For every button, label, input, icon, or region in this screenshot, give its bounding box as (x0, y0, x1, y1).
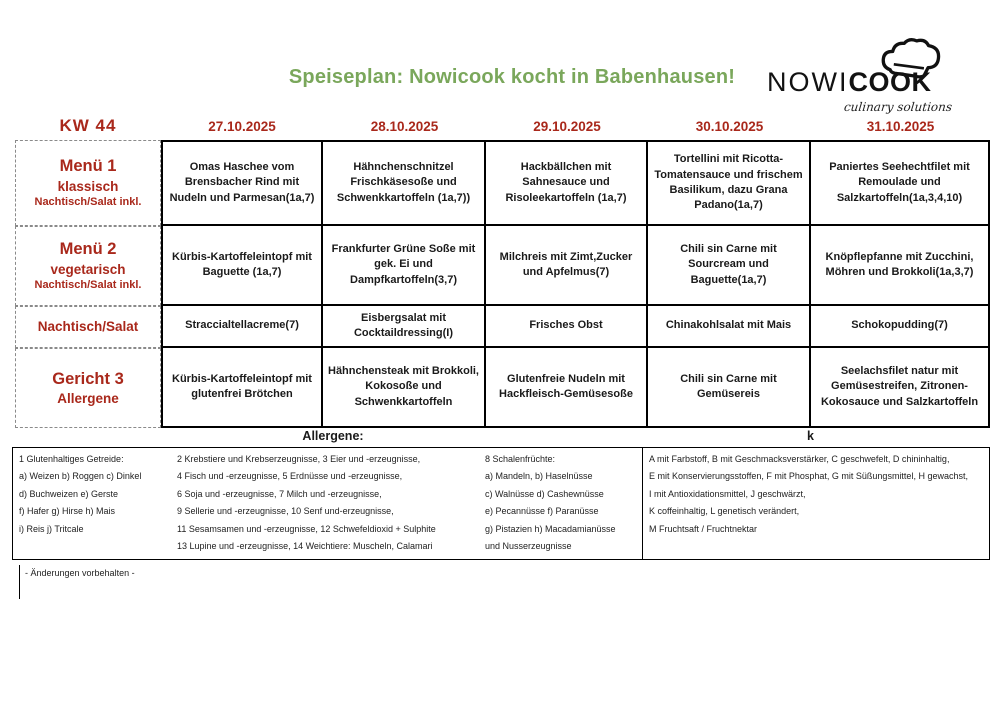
legend-line: a) Mandeln, b) Haselnüsse (485, 471, 593, 482)
menu2-tuesday: Frankfurter Grüne Soße mit gek. Ei und Dampfkartoffeln(3,7) (323, 226, 486, 306)
menu1-monday: Omas Haschee vom Brensbacher Rind mit Nudeln und Parmesan(1a,7) (161, 140, 323, 226)
legend-line: 2 Krebstiere und Krebserzeugnisse, 3 Eier und -erzeugnisse, (177, 454, 421, 464)
legend-line: a) Weizen b) Roggen c) Dinkel (19, 471, 142, 482)
legend-line: e) Pecannüsse f) Paranüsse (485, 506, 599, 517)
allergen-legend-col-nuts (479, 448, 642, 559)
footnote (19, 565, 990, 599)
k-mark: k (807, 429, 814, 443)
legend-line: 6 Soja und -erzeugnisse, 7 Milch und -erzeugnisse, (177, 488, 382, 499)
date-monday: 27.10.2025 (208, 118, 276, 134)
menu1-wednesday: Hackbällchen mit Sahnesauce und Risoleekartoffeln (1a,7) (486, 140, 648, 226)
row-label-line: Gericht 3 (52, 370, 124, 389)
row-label-line: Menü 2 (59, 240, 117, 259)
legend-line: 9 Sellerie und -erzeugnisse, 10 Senf und-erzeugnisse, (177, 506, 394, 517)
legend-line: E mit Konservierungsstoffen, F mit Phosphat, G mit Süßungsmittel, H gewachst, (649, 471, 968, 482)
legend-line: 4 Fisch und -erzeugnisse, 5 Erdnüsse und -erzeugnisse, (177, 471, 403, 482)
gericht3-wednesday: Glutenfreie Nudeln mit Hackfleisch-Gemüsesoße (486, 348, 648, 428)
gericht3-tuesday: Hähnchensteak mit Brokkoli, Kokosoße und Schwenkkartoffeln (323, 348, 486, 428)
menu2-wednesday: Milchreis mit Zimt,Zucker und Apfelmus(7) (486, 226, 648, 306)
date-thursday: 30.10.2025 (695, 118, 764, 134)
logo-text-light: NOWI (767, 67, 849, 97)
dessert-friday: Schokopudding(7) (811, 306, 990, 348)
allergen-legend-box (12, 447, 990, 560)
dessert-wednesday: Frisches Obst (486, 306, 648, 348)
legend-line: g) Pistazien h) Macadamianüsse (485, 523, 616, 534)
legend-line: 11 Sesamsamen und -erzeugnisse, 12 Schwefeldioxid + Sulphite (177, 523, 436, 534)
legend-line: i) Reis j) Tritcale (19, 523, 84, 534)
date-header-row (15, 112, 990, 140)
row-label-dessert (15, 306, 161, 348)
legend-line: A mit Farbstoff, B mit Geschmacksverstärker, C geschwefelt, D chininhaltig, (649, 454, 950, 464)
gericht3-friday: Seelachsfilet natur mit Gemüsestreifen, Zitronen-Kokosauce und Salzkartoffeln (811, 348, 990, 428)
dessert-monday: Straccialtellacreme(7) (161, 306, 323, 348)
row-label-line: Allergene (57, 391, 119, 407)
date-friday: 31.10.2025 (866, 118, 935, 134)
page-title: Speiseplan: Nowicook kocht in Babenhausen! (288, 66, 736, 88)
legend-line: 1 Glutenhaltiges Getreide: (19, 454, 124, 464)
legend-line: 13 Lupine und -erzeugnisse, 14 Weichtiere: Muscheln, Calamari (177, 541, 433, 552)
allergen-legend-col-numbers (171, 448, 479, 559)
row-label-line: Nachtisch/Salat (37, 319, 139, 335)
logo-tagline: culinary solutions (843, 100, 953, 114)
row-label-gericht3 (15, 348, 161, 428)
gericht3-monday: Kürbis-Kartoffeleintopf mit glutenfrei Brötchen (161, 348, 323, 428)
date-tuesday: 28.10.2025 (370, 118, 439, 134)
row-label-menu1 (15, 140, 161, 226)
row-label-line: klassisch (57, 178, 119, 194)
menu1-thursday: Tortellini mit Ricotta-Tomatensauce und frischem Basilikum, dazu Grana Padano(1a,7) (648, 140, 811, 226)
logo-wordmark (767, 67, 932, 98)
menu-table (15, 140, 990, 428)
row-label-line: vegetarisch (50, 261, 126, 277)
dessert-tuesday: Eisbergsalat mit Cocktaildressing(I) (323, 306, 486, 348)
row-label-line: Menü 1 (59, 157, 117, 176)
week-label: KW 44 (59, 116, 117, 135)
dessert-thursday: Chinakohlsalat mit Mais (648, 306, 811, 348)
legend-line: M Fruchtsaft / Fruchtnektar (649, 523, 758, 534)
date-wednesday: 29.10.2025 (533, 118, 601, 134)
legend-line: d) Buchweizen e) Gerste (19, 488, 119, 499)
allergen-heading: Allergene: (302, 429, 364, 443)
menu1-tuesday: Hähnchenschnitzel Frischkäsesoße und Schwenkkartoffeln (1a,7)) (323, 140, 486, 226)
legend-line: f) Hafer g) Hirse h) Mais (19, 506, 116, 517)
gericht3-thursday: Chili sin Carne mit Gemüsereis (648, 348, 811, 428)
legend-line: 8 Schalenfrüchte: (485, 454, 556, 464)
logo-text-bold: COOK (848, 67, 932, 97)
page-header (12, 0, 990, 112)
allergen-heading-row (15, 428, 990, 447)
nowicook-logo (767, 56, 952, 114)
legend-line: c) Walnüsse d) Cashewnüsse (485, 488, 604, 499)
footnote-text: - Änderungen vorbehalten - (25, 568, 135, 579)
row-label-menu2 (15, 226, 161, 306)
row-label-line: Nachtisch/Salat inkl. (34, 196, 142, 209)
allergen-legend-col-grain (13, 448, 171, 559)
menu2-thursday: Chili sin Carne mit Sourcream und Baguette(1a,7) (648, 226, 811, 306)
legend-line: K coffeinhaltig, L genetisch verändert, (649, 506, 800, 517)
menu2-monday: Kürbis-Kartoffeleintopf mit Baguette (1a,7) (161, 226, 323, 306)
legend-line: und Nusserzeugnisse (485, 541, 572, 552)
legend-line: I mit Antioxidationsmittel, J geschwärzt, (649, 488, 806, 499)
menu1-friday: Paniertes Seehechtfilet mit Remoulade und Salzkartoffeln(1a,3,4,10) (811, 140, 990, 226)
menu2-friday: Knöpflepfanne mit Zucchini, Möhren und Brokkoli(1a,3,7) (811, 226, 990, 306)
allergen-legend-col-additives (642, 448, 989, 559)
row-label-line: Nachtisch/Salat inkl. (34, 279, 142, 292)
